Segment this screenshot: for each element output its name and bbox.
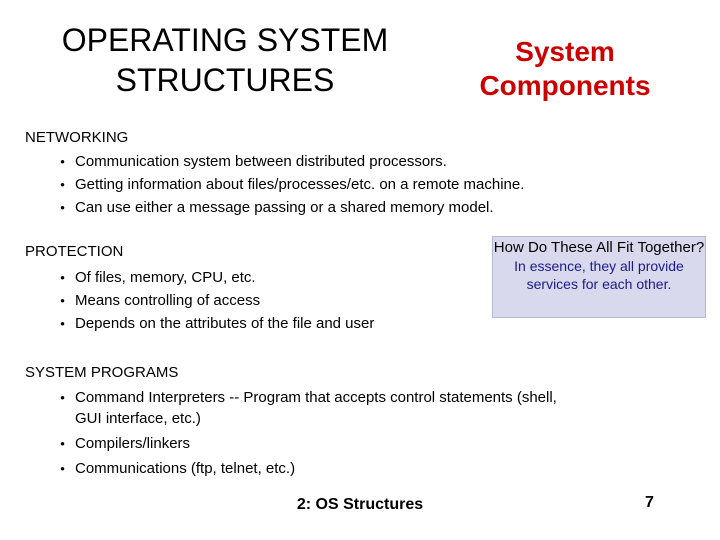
system-programs-list [50,387,560,483]
bullet-icon: • [60,200,65,215]
protection-heading: PROTECTION [25,243,124,260]
bullet-icon: • [60,293,65,308]
list-item-text: Communication system between distributed processors. [75,153,447,170]
bullet-icon: • [60,436,65,451]
list-item-text: Of files, memory, CPU, etc. [75,269,256,286]
list-item [50,458,560,479]
list-item [50,289,470,312]
callout-question: How Do These All Fit Together? [493,239,705,256]
callout-answer: In essence, they all provide services for each other. [514,258,684,292]
list-item [50,266,470,289]
slide-subtitle: System Components [479,36,651,101]
bullet-icon: • [60,177,65,192]
list-item [50,173,610,196]
bullet-icon: • [60,316,65,331]
callout-box [492,236,706,318]
list-item-text: Compilers/linkers [75,435,191,452]
protection-list [50,266,470,335]
slide-footer: 2: OS Structures [296,496,424,513]
list-item-text: Means controlling of access [75,292,261,309]
list-item [50,387,560,429]
slide-title: OPERATING SYSTEM STRUCTURES [61,22,389,98]
page-number: 7 [645,494,654,511]
list-item [50,433,560,454]
list-item-text: Communications (ftp, telnet, etc.) [75,460,296,477]
bullet-icon: • [60,461,65,476]
list-item-text: Depends on the attributes of the file and user [75,315,375,332]
system-programs-heading: SYSTEM PROGRAMS [25,364,179,381]
list-item [50,312,470,335]
list-item-text: Command Interpreters -- Program that accepts control statements (shell, GUI interface, etc.) [75,389,557,427]
networking-heading: NETWORKING [25,129,129,146]
bullet-icon: • [60,154,65,169]
list-item-text: Getting information about files/processes/etc. on a remote machine. [75,176,525,193]
list-item [50,196,610,219]
bullet-icon: • [60,390,65,405]
list-item [50,150,610,173]
list-item-text: Can use either a message passing or a shared memory model. [75,199,494,216]
bullet-icon: • [60,270,65,285]
networking-list [50,150,610,219]
